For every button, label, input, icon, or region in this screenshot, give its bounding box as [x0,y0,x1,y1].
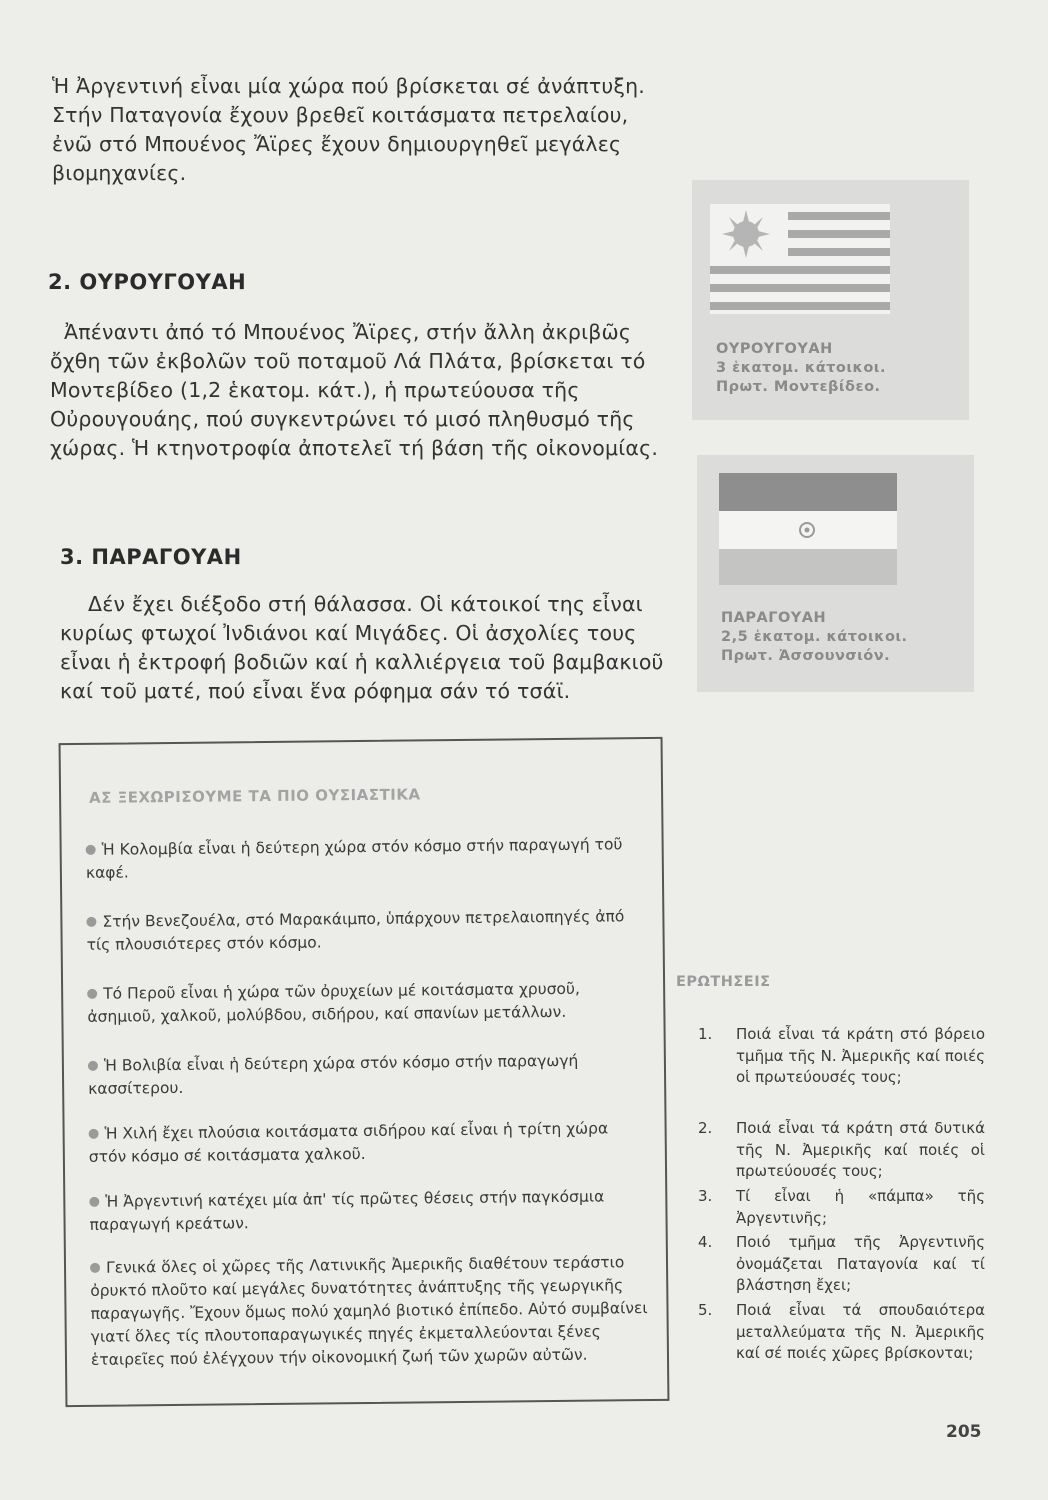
question-text: Ποιά εἶναι τά κράτη στό βόρειο τμῆμα τῆς Ν. Ἀμερικῆς καί ποιές οἱ πρωτεύουσές τους; [736,1025,985,1086]
question-number: 3. [698,1187,713,1205]
uruguay-capital: Πρωτ. Μοντεβίδεο. [716,379,881,395]
question-number: 5. [698,1301,713,1319]
bullet-icon [86,917,96,927]
bullet-icon [86,845,96,855]
summary-box [59,737,670,1407]
summary-item: Ἡ Ἀργεντινή κατέχει μία ἀπ' τίς πρῶτες θέσεις στήν παγκόσμια παραγωγή κρεάτων. [89,1187,605,1234]
section-heading-uruguay: 2. ΟΥΡΟΥΓΟΥΑΗ [48,270,247,294]
paraguay-paragraph: Δέν ἔχει διέξοδο στή θάλασσα. Οἱ κάτοικοί της εἶναι κυρίως φτωχοί Ἰνδιάνοι καί Μιγάδες. Οἱ ἀσχολίες τους εἶναι ἡ ἐκτροφή βοδιῶν καί ἡ καλλιέργεια τοῦ βαμβακιοῦ καί τοῦ ματέ, πού εἶναι ἕνα ρόφημα σάν τό τσάϊ. [60,592,664,703]
question-text: Ποιά εἶναι τά σπουδαιότερα μεταλλεύματα τῆς Ν. Ἀμερικῆς καί σέ ποιές χῶρες βρίσκονται; [736,1301,985,1362]
paraguay-flag [719,473,897,585]
paraguay-flag-card [697,455,974,692]
question-text: Ποιά εἶναι τά κράτη στά δυτικά τῆς Ν. Ἀμερικῆς καί ποιές οἱ πρωτεύουσές τους; [736,1119,985,1180]
uruguay-caption [716,340,886,397]
question-number: 1. [698,1025,713,1043]
summary-box-title: ΑΣ ΞΕΧΩΡΙΣΟΥΜΕ ΤΑ ΠΙΟ ΟΥΣΙΑΣΤΙΚΑ [89,785,421,807]
summary-item: Στήν Βενεζουέλα, στό Μαρακάιμπο, ὑπάρχουν πετρελαιοπηγές ἀπό τίς πλουσιότερες στόν κόσμο. [86,907,625,954]
paraguay-caption [721,609,908,666]
question-number: 2. [698,1119,713,1137]
section-heading-paraguay: 3. ΠΑΡΑΓΟΥΑΗ [60,545,242,569]
question-item [700,1186,985,1229]
paraguay-capital: Πρωτ. Ἀσσουνσιόν. [721,648,891,664]
paraguay-population: 2,5 ἑκατομ. κάτοικοι. [721,629,908,645]
bullet-icon [89,1129,99,1139]
question-number: 4. [698,1233,713,1251]
question-text: Τί εἶναι ἡ «πάμπα» τῆς Ἀργεντινῆς; [736,1187,985,1227]
bullet-icon [90,1263,100,1273]
uruguay-flag-card [692,180,969,420]
uruguay-country: ΟΥΡΟΥΓΟΥΑΗ [716,341,833,357]
summary-item: Ἡ Χιλή ἔχει πλούσια κοιτάσματα σιδήρου καί εἶναι ἡ τρίτη χώρα στόν κόσμο σέ κοιτάσματα χαλκοῦ. [88,1119,609,1166]
intro-paragraph: Ἡ Ἀργεντινή εἶναι μία χώρα πού βρίσκεται σέ ἀνάπτυξη. Στήν Παταγονία ἔχουν βρεθεῖ κοιτάσματα πετρελαίου, ἐνῶ στό Μπουένος Ἄϊρες ἔχουν δημιουργηθεῖ μεγάλες βιομηχανίες. [52,74,645,185]
question-item [700,1232,985,1297]
summary-item: Ἡ Κολομβία εἶναι ἡ δεύτερη χώρα στόν κόσμο στήν παραγωγή τοῦ καφέ. [85,835,623,882]
paraguay-country: ΠΑΡΑΓΟΥΑΗ [721,610,827,626]
question-text: Ποιό τμῆμα τῆς Ἀργεντινῆς ὀνομάζεται Παταγονία καί τί βλάστηση ἔχει; [736,1233,985,1294]
question-item [700,1300,985,1365]
uruguay-population: 3 ἑκατομ. κάτοικοι. [716,360,886,376]
page-number: 205 [946,1422,982,1442]
question-item [700,1118,985,1183]
sun-emblem [722,210,770,258]
question-item [700,1024,985,1089]
uruguay-flag [710,204,890,314]
bullet-icon [89,1197,99,1207]
bullet-icon [88,1061,98,1071]
summary-item: Γενικά ὅλες οἱ χῶρες τῆς Λατινικῆς Ἀμερικῆς διαθέτουν τεράστιο ὀρυκτό πλοῦτο καί μεγάλες δυνατότητες ἀνάπτυξης τῆς γεωργικῆς παραγωγῆς. Ἔχουν ὅμως πολύ χαμηλό βιοτικό ἐπίπεδο. Αὐτό συμβαίνει γιατί ὅλες τίς πλουτοπαραγωγικές πηγές ἐκμεταλλεύονται ξένες ἑταιρεῖες πού ἐλέγχουν τήν οἰκονομική ζωή τῶν χωρῶν αὐτῶν. [90,1253,648,1369]
uruguay-paragraph: Ἀπέναντι ἀπό τό Μπουένος Ἄϊρες, στήν ἄλλη ἀκριβῶς ὄχθη τῶν ἐκβολῶν τοῦ ποταμοῦ Λά Πλάτα, βρίσκεται τό Μοντεβίδεο (1,2 ἑκατομ. κάτ.), ἡ πρωτεύουσα τῆς Οὐρουγουάης, πού συγκεντρώνει τό μισό πληθυσμό τῆς χώρας. Ἡ κτηνοτροφία ἀποτελεῖ τή βάση τῆς οἰκονομίας. [50,320,659,460]
summary-item: Τό Περοῦ εἶναι ἡ χώρα τῶν ὀρυχείων μέ κοιτάσματα χρυσοῦ, ἀσημιοῦ, χαλκοῦ, μολύβδου, σιδήρου, καί σπανίων μετάλλων. [87,979,580,1026]
questions-title: ΕΡΩΤΗΣΕΙΣ [676,974,771,990]
summary-item: Ἡ Βολιβία εἶναι ἡ δεύτερη χώρα στόν κόσμο στήν παραγωγή κασσίτερου. [88,1051,579,1098]
bullet-icon [87,989,97,999]
